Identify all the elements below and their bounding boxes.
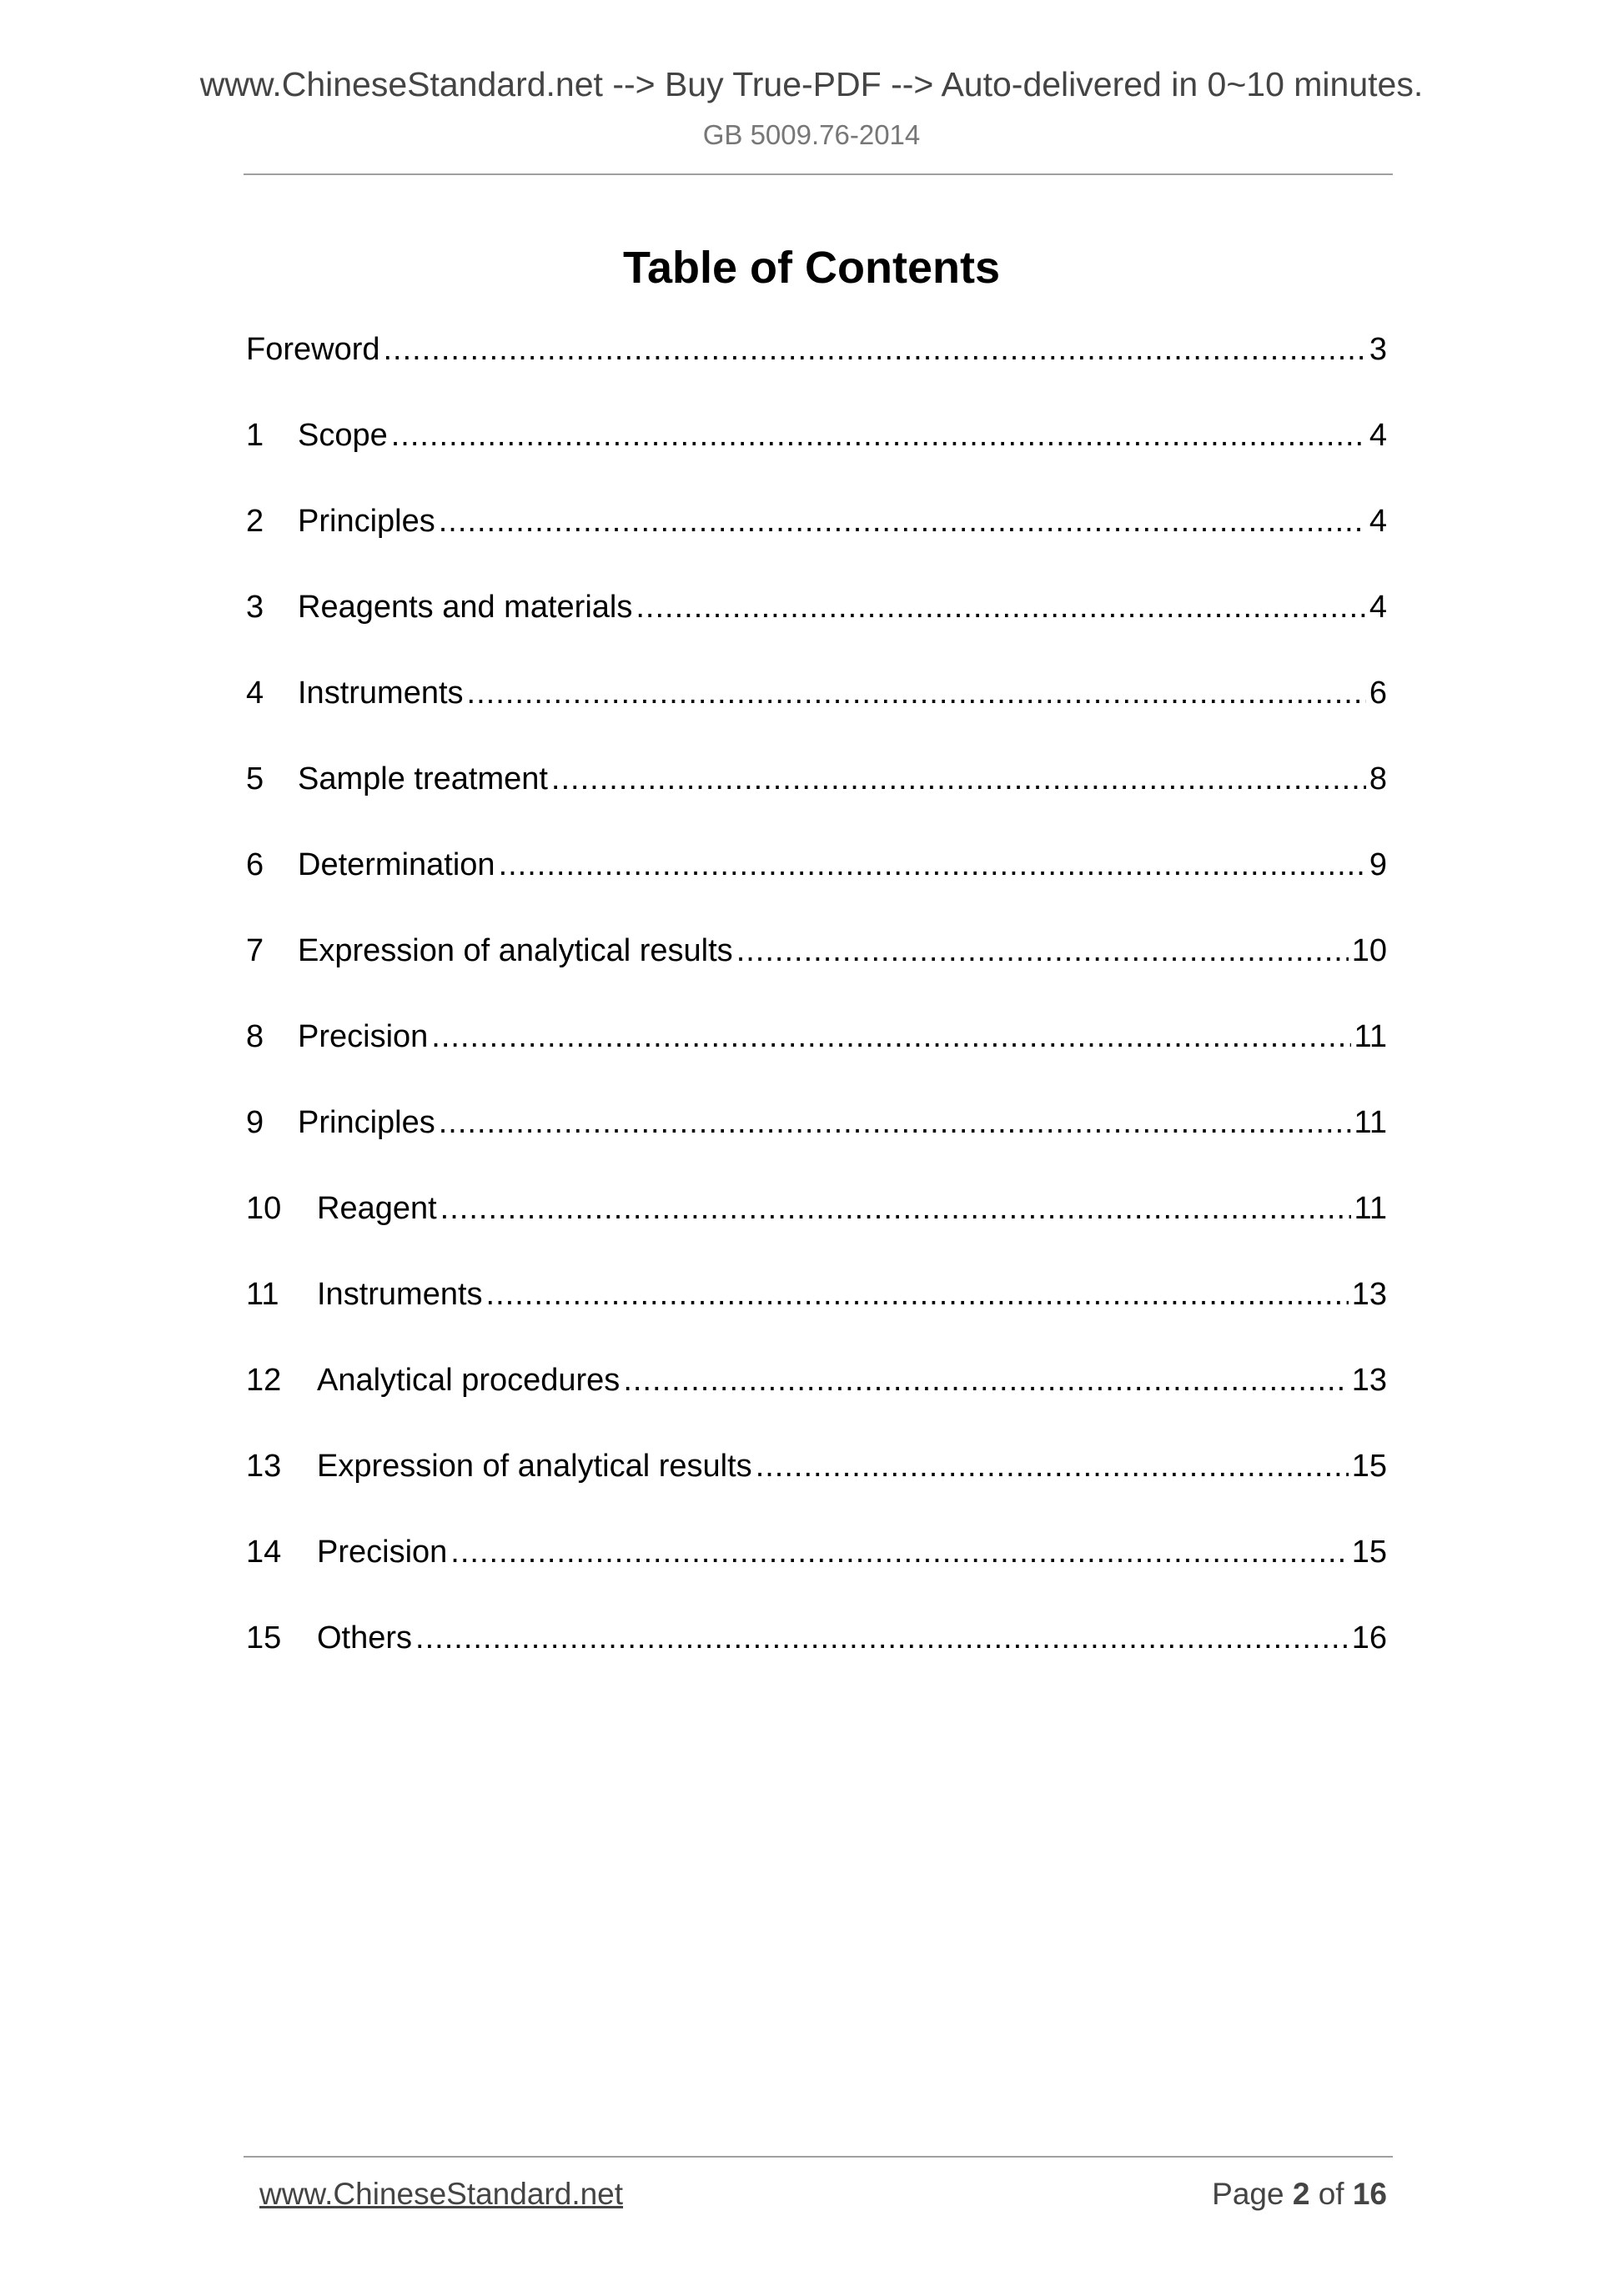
toc-entry[interactable]	[246, 933, 1387, 1019]
toc-entry-number: 8	[246, 1019, 264, 1054]
toc-entry-page: 9	[1369, 847, 1387, 882]
toc-entry-label: Expression of analytical results	[317, 1449, 752, 1484]
toc-entry[interactable]	[246, 1363, 1387, 1449]
dot-leader	[439, 504, 1366, 540]
toc-entry-label: Precision	[298, 1019, 429, 1054]
toc-entry-number: 5	[246, 761, 264, 796]
footer-website-link[interactable]: www.ChineseStandard.net	[259, 2177, 624, 2211]
toc-entry-page: 13	[1351, 1363, 1387, 1398]
toc-entry[interactable]	[246, 590, 1387, 676]
toc-entry-label: Sample treatment	[298, 761, 548, 796]
toc-entry-number: 13	[246, 1449, 282, 1484]
toc-entry-number: 3	[246, 590, 264, 625]
toc-entry-label: Reagents and materials	[298, 590, 633, 625]
dot-leader	[450, 1535, 1348, 1570]
toc-entry-page: 11	[1354, 1019, 1387, 1054]
toc-entry-label: Determination	[298, 847, 495, 882]
toc-entry-label: Others	[317, 1620, 413, 1655]
toc-entry-label: Instruments	[317, 1277, 483, 1312]
page-prefix: Page	[1212, 2177, 1284, 2211]
toc-entry-page: 13	[1351, 1277, 1387, 1312]
toc-entry-number: 7	[246, 933, 264, 968]
header-divider	[244, 173, 1393, 175]
toc-entry-label: Precision	[317, 1535, 448, 1570]
toc-entry-page: 4	[1369, 418, 1387, 453]
toc-entry[interactable]	[246, 847, 1387, 933]
toc-entry-label: Expression of analytical results	[298, 933, 733, 968]
toc-entry-page: 8	[1369, 761, 1387, 796]
toc-entry[interactable]	[246, 418, 1387, 504]
dot-leader	[736, 933, 1349, 969]
toc-entry[interactable]	[246, 1449, 1387, 1535]
toc-entry-page: 11	[1354, 1105, 1387, 1140]
toc-entry[interactable]	[246, 504, 1387, 590]
dot-leader	[391, 418, 1366, 454]
page-indicator	[1212, 2177, 1387, 2212]
header-banner: www.ChineseStandard.net --> Buy True-PDF --> Auto-delivered in 0~10 minutes.	[199, 65, 1424, 103]
toc-entry[interactable]	[246, 676, 1387, 761]
toc-entry-label: Foreword	[246, 332, 380, 367]
toc-entry-page: 15	[1351, 1535, 1387, 1570]
toc-entry[interactable]	[246, 1105, 1387, 1191]
toc-entry-label: Principles	[298, 1105, 435, 1140]
toc-entry-page: 16	[1351, 1620, 1387, 1655]
dot-leader	[431, 1019, 1350, 1055]
toc-entry-number: 10	[246, 1191, 282, 1226]
dot-leader	[551, 761, 1366, 797]
page-of: of	[1318, 2177, 1344, 2211]
toc-entry-label: Scope	[298, 418, 388, 453]
toc-entry-page: 10	[1351, 933, 1387, 968]
toc-entry[interactable]	[246, 1191, 1387, 1277]
toc-entry[interactable]	[246, 332, 1387, 418]
toc-entry-label: Reagent	[317, 1191, 437, 1226]
toc-entry-page: 3	[1369, 332, 1387, 367]
toc-entry-page: 11	[1354, 1191, 1387, 1226]
toc-entry-label: Principles	[298, 504, 435, 539]
toc-entry-number: 14	[246, 1535, 282, 1570]
dot-leader	[384, 332, 1366, 368]
dot-leader	[623, 1363, 1348, 1399]
toc-entry[interactable]	[246, 1277, 1387, 1363]
toc-entry-number: 6	[246, 847, 264, 882]
dot-leader	[467, 676, 1366, 711]
toc-entry-page: 4	[1369, 504, 1387, 539]
toc-entry-number: 9	[246, 1105, 264, 1140]
toc-entry-page: 15	[1351, 1449, 1387, 1484]
toc-entry[interactable]	[246, 761, 1387, 847]
dot-leader	[440, 1191, 1351, 1227]
toc-entry[interactable]	[246, 1535, 1387, 1620]
toc-entry-page: 4	[1369, 590, 1387, 625]
toc-entry-page: 6	[1369, 676, 1387, 711]
toc-entry[interactable]	[246, 1620, 1387, 1706]
toc-entry-number: 11	[246, 1277, 279, 1312]
dot-leader	[756, 1449, 1349, 1485]
toc-entry-number: 4	[246, 676, 264, 711]
toc-entry-label: Analytical procedures	[317, 1363, 621, 1398]
dot-leader	[499, 847, 1366, 883]
toc-entry-number: 1	[246, 418, 264, 453]
dot-leader	[439, 1105, 1351, 1141]
toc-entry[interactable]	[246, 1019, 1387, 1105]
standard-code: GB 5009.76-2014	[702, 119, 921, 150]
dot-leader	[486, 1277, 1349, 1313]
dot-leader	[636, 590, 1366, 625]
toc-entry-number: 2	[246, 504, 264, 539]
page-current: 2	[1292, 2177, 1310, 2211]
page-total: 16	[1352, 2177, 1387, 2211]
table-of-contents	[246, 332, 1387, 1706]
footer-divider	[244, 2156, 1393, 2158]
toc-entry-label: Instruments	[298, 676, 464, 711]
toc-entry-number: 12	[246, 1363, 282, 1398]
page-title: Table of Contents	[623, 243, 1000, 293]
toc-entry-number: 15	[246, 1620, 282, 1655]
dot-leader	[415, 1620, 1349, 1656]
